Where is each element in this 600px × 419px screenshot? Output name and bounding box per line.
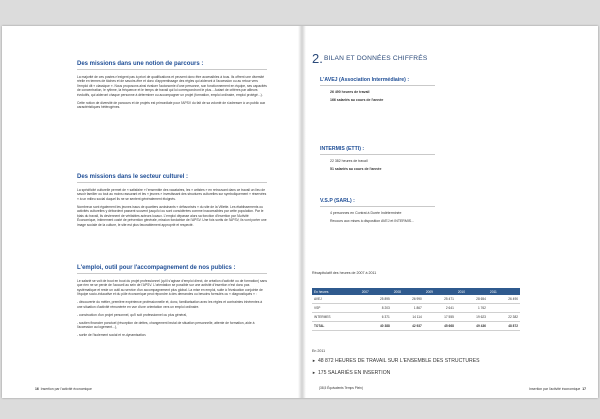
highlight-subtext: (38,5 Équivalents Temps Plein) <box>319 386 363 390</box>
stat-line: 22 382 heures de travail <box>330 158 368 163</box>
page-number: 17 <box>582 387 586 391</box>
table-cell: 2 641 <box>424 304 456 313</box>
table-cell: 19 623 <box>456 313 488 322</box>
col-header: 2011 <box>488 288 520 295</box>
table-cell: 42 937 <box>392 322 424 331</box>
section-culturel <box>77 174 267 231</box>
section-title: Des missions dans une notion de parcours : <box>77 61 204 67</box>
intermis-block <box>320 146 470 175</box>
block-title: INTERMIS (ETTI) : <box>320 146 365 152</box>
table-cell: 28 654 <box>456 295 488 304</box>
table-row <box>312 295 520 304</box>
table-total-row <box>312 322 520 331</box>
section-title: L'emploi, outil pour l'accompagnement de nos publics : <box>77 265 236 271</box>
page-footer <box>35 387 92 391</box>
table-cell: 26 490 <box>488 295 520 304</box>
divider <box>320 154 435 155</box>
table-cell: 48 872 <box>488 322 520 331</box>
table-header-row <box>312 288 520 295</box>
row-label: VSP <box>312 304 360 313</box>
page-number: 16 <box>35 387 39 391</box>
vsp-block <box>320 198 470 227</box>
footer-text: Insertion par l'activité économique <box>40 387 92 391</box>
table-row <box>312 304 520 313</box>
col-header: En heures <box>312 288 360 295</box>
table-row <box>312 313 520 322</box>
year-label: En 2011 <box>312 349 326 353</box>
section-parcours <box>77 61 267 113</box>
highlight-text: 175 SALARIÉS EN INSERTION <box>317 370 391 376</box>
paragraph: Le salarié se voit de bout en bout du projet professionnel (qu'il s'agisse d'emploi direct, de création d'activité ou de formation) sans que rien ne se perde de l'accueil au sein de l'APSV. L'orientation se possible sur une activité d'insertion n'est donc pas systématique et reste un outil au service d'un accompagnement plus global. La mise en emploi, suite à l'évaluation conjointe de l'équipe socio-éducative et du pôle économique peut répondre à des demandes ou besoins formulés ou « diagnostiqués » : <box>77 278 267 296</box>
table-cell <box>488 304 520 313</box>
stat-line: 166 salariés au cours de l'année <box>330 97 384 102</box>
document-spread <box>2 26 598 398</box>
stat-line: 26 490 heures de travail <box>330 89 370 94</box>
avej-block <box>320 77 470 106</box>
table-cell: 45 668 <box>424 322 456 331</box>
table-cell: 25 471 <box>424 295 456 304</box>
col-header: 2007 <box>360 288 392 295</box>
divider <box>77 69 267 70</box>
divider <box>320 85 435 86</box>
highlight-hours <box>312 358 480 364</box>
chapter-number: 2. <box>312 51 323 66</box>
bullet-item: - découverte du métier, première expérience professionnelle et, donc, familiarisation avec les règles et contraintes inhérentes à une situation d'activité rémunérée en vue d'une orientation vers un emploi ordinaire. <box>77 300 263 309</box>
chapter-title: BILAN ET DONNÉES CHIFFRÉS <box>324 55 428 62</box>
section-emploi <box>77 265 267 341</box>
table-cell: 1 762 <box>456 304 488 313</box>
divider <box>77 273 267 274</box>
highlight-employees <box>312 370 390 376</box>
highlight-text: 48 872 HEURES DE TRAVAIL SUR L'ENSEMBLE DES STRUCTURES <box>317 358 480 364</box>
paragraph: Cette notion de diversité de parcours et de projets est primordiale pour l'APSV du fait de sa volonté de s'adresser à un public aux caractéristiques hétérogènes. <box>77 100 266 109</box>
table-cell: 49 436 <box>456 322 488 331</box>
page-footer <box>529 387 586 391</box>
block-title: V.S.P (SARL) : <box>320 198 355 204</box>
table-cell: 6 371 <box>360 313 392 322</box>
col-header: 2010 <box>456 288 488 295</box>
table-cell: 40 388 <box>360 322 392 331</box>
table-cell: 1 867 <box>392 304 424 313</box>
table-cell: 26 990 <box>392 295 424 304</box>
bullet-item: - construction d'un projet personnel, qu'il soit professionnel ou plus général, <box>77 312 187 317</box>
arrow-right-icon: ► <box>312 370 316 375</box>
right-page <box>302 26 598 398</box>
divider <box>320 206 435 207</box>
section-title: Des missions dans le secteur culturel : <box>77 174 189 180</box>
row-label: TOTAL <box>312 322 360 331</box>
bullet-item: - sortie de l'isolement social et re-dynamisation. <box>77 333 147 337</box>
col-header: 2009 <box>424 288 456 295</box>
block-title: L'AVEJ (Association Intermédiaire) : <box>320 77 410 83</box>
hours-table <box>312 288 520 331</box>
table-cell: 22 382 <box>488 313 520 322</box>
row-label: AVEJ <box>312 295 360 304</box>
divider <box>77 182 267 183</box>
stat-line: Recours aux mises à disposition AVEJ et INTERMIS... <box>330 218 414 223</box>
col-header: 2008 <box>392 288 424 295</box>
left-page <box>2 26 300 398</box>
stat-line: 4 personnes en Contrat à Durée Indéterminée <box>330 210 402 215</box>
table-caption: Récapitulatif des heures de 2007 à 2011 <box>312 271 377 275</box>
footer-text: Insertion par l'activité économique <box>529 387 581 391</box>
bullet-item: - soutien financier ponctuel (résorption de dettes, changement brutal de situation personnelle, attente de formation, aide à l'accession au logement...), <box>77 320 255 329</box>
row-label: INTERMES <box>312 313 360 322</box>
table-cell: 14 114 <box>392 313 424 322</box>
table-cell: 8 203 <box>360 304 392 313</box>
table-cell: 25 895 <box>360 295 392 304</box>
paragraph: La majorité de ces postes n'exigent pas à priori de qualifications et peuvent donc être accessibles à tous. Ils offrent une diversité réelle en termes de tâches et de savoirs-être et donc d'apprentissage des règles qui aideront à l'accession ou au retour vers l'emploi dit « classique ». Nous proposons ainsi évaluer l'autonomie d'une personne, son fonctionnement en équipe, ses capacités de concentration, le rythme, la fréquence et le temps de travail qui lui correspondront le plus... Autant de critères par ailleurs évolutifs, qui aideront chaque personne à déterminer ou accompagner un projet (formation, emploi ordinaire, emploi protégé...). <box>77 74 267 97</box>
table-cell: 17 555 <box>424 313 456 322</box>
arrow-right-icon: ► <box>312 358 316 363</box>
stat-line: 51 salariés au cours de l'année <box>330 166 382 171</box>
paragraph: Nombreux sont également les jeunes issus de quartiers avoisinants « défavorisés » du site de la Villette. Les établissements ou activités culturelles y débordent passent souvent jusqu'ici ou sont considérées comme inaccessibles par cette population. Par le biais du travail, ils deviennent de véritables acteurs locaux. L'emploi dépasse alors sa fonction d'Insertion par l'Activité Économique, intimement costé de prévention générale, mission fondatrice de l'APSV. Une fois sortis de l'APSV, ils vont porter une image sociale de la culture, le site est plus favorablement approprié et respecté. <box>77 204 267 227</box>
paragraph: La spécificité culturelle permet de « satisfaire » l'ensemble des vacataires, les « artistes » en retrouvant dans ce travail un lieu de savoir familier ou tout au moins rassurant et les « jeunes » investissant des structures culturelles sur symboliquement « réservées » à un milieu social duquel ils ne se sentent généralement éloignés. <box>77 187 267 201</box>
